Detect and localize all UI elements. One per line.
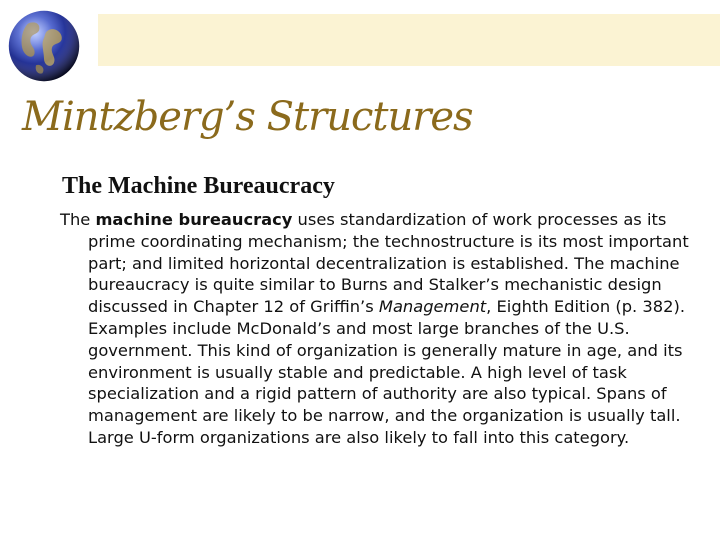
header-band: [0, 0, 720, 66]
section-subheading: The Machine Bureaucracy: [62, 173, 335, 199]
book-title: Management: [378, 297, 487, 317]
body-paragraph: [60, 209, 694, 449]
body-part-1: uses standardization of work processes as its prime coordinating mechanism; the technostructure is its most important part; and limited horizontal decentralization is established. The machine bureaucracy is quite similar to Burns and Stalker’s mechanistic design discussed in Chapter 12 of Griffin’s: [88, 210, 689, 317]
globe-icon: [4, 6, 84, 86]
body-term: machine bureaucracy: [95, 210, 293, 229]
body-lead: The: [60, 210, 96, 229]
header-stripe: [98, 14, 720, 66]
slide-title: Mintzberg’s Structures: [22, 94, 473, 140]
body-part-2: , Eighth Edition (p. 382). Examples include McDonald’s and most large branches of the U.S. government. This kind of organization is generally mature in age, and its environment is usually stable and predictable. A high level of task specialization and a rigid pattern of authority are also typical. Spans of management are likely to be narrow, and the organization is usually tall. Large U-form organizations are also likely to fall into this category.: [88, 297, 685, 447]
